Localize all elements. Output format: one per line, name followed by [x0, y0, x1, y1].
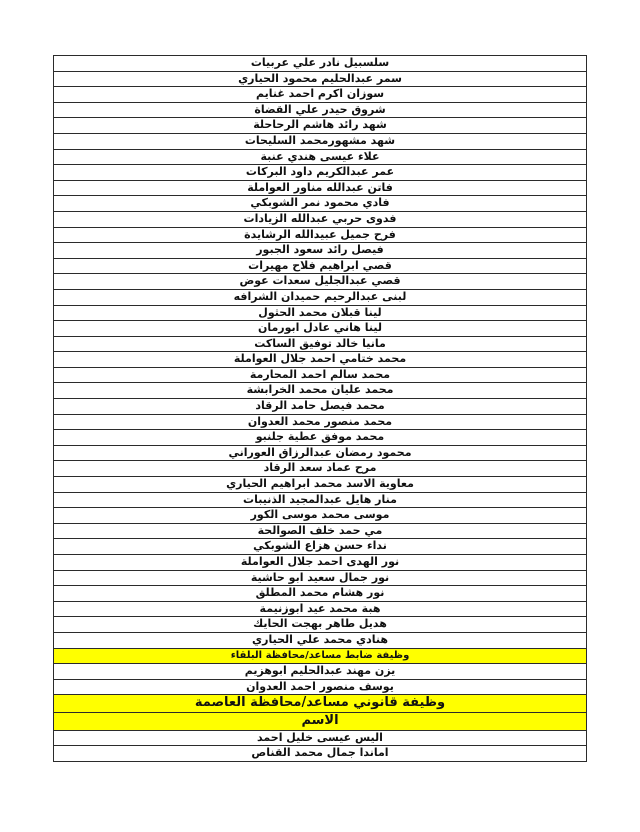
table-row — [54, 477, 587, 493]
table-row — [54, 352, 587, 368]
names-table — [53, 55, 587, 762]
name-cell: هديل طاهر بهجت الحايك — [54, 617, 587, 633]
name-cell: محمد موفق عطية جلنبو — [54, 430, 587, 446]
name-cell: هنادي محمد علي الحياري — [54, 632, 587, 648]
name-cell: فدوى حربي عبدالله الزيادات — [54, 211, 587, 227]
name-cell: شهد مشهورمحمد السليحات — [54, 133, 587, 149]
section-header-row — [54, 695, 587, 713]
table-row — [54, 133, 587, 149]
name-cell: اليس عيسى خليل احمد — [54, 730, 587, 746]
name-cell: نداء حسن هزاع الشوبكي — [54, 539, 587, 555]
table-row — [54, 679, 587, 695]
name-cell: سلسبيل نادر علي عربيات — [54, 56, 587, 72]
section-header-row — [54, 648, 587, 664]
name-cell: شروق حيدر علي القضاة — [54, 102, 587, 118]
table-row — [54, 71, 587, 87]
table-row — [54, 570, 587, 586]
name-cell: مرح عماد سعد الرقاد — [54, 461, 587, 477]
name-cell: فادي محمود نمر الشوبكي — [54, 196, 587, 212]
table-row — [54, 601, 587, 617]
name-cell: لبنى عبدالرحيم حميدان الشرافه — [54, 289, 587, 305]
name-cell: هبة محمد عيد ابوزنيمة — [54, 601, 587, 617]
name-cell: محمد ختامي احمد جلال العواملة — [54, 352, 587, 368]
name-cell: شهد رائد هاشم الرحاحلة — [54, 118, 587, 134]
table-row — [54, 730, 587, 746]
name-cell: محمد منصور محمد العدوان — [54, 414, 587, 430]
table-row — [54, 383, 587, 399]
table-row — [54, 227, 587, 243]
name-cell: موسى محمد موسى الكور — [54, 508, 587, 524]
table-row — [54, 305, 587, 321]
name-cell: علاء عيسى هندي عنبة — [54, 149, 587, 165]
table-row — [54, 321, 587, 337]
table-row — [54, 180, 587, 196]
name-cell: مانيا خالد توفيق الساكت — [54, 336, 587, 352]
table-row — [54, 243, 587, 259]
name-cell: محمود رمضان عبدالرزاق العوراني — [54, 445, 587, 461]
name-cell: نور جمال سعيد ابو حاشية — [54, 570, 587, 586]
name-cell: يوسف منصور احمد العدوان — [54, 679, 587, 695]
table-row — [54, 274, 587, 290]
name-cell: منار هايل عبدالمجيد الذنيبات — [54, 492, 587, 508]
table-row — [54, 523, 587, 539]
name-cell: محمد فيصل حامد الرقاد — [54, 399, 587, 415]
table-row — [54, 586, 587, 602]
table-row — [54, 87, 587, 103]
table-row — [54, 196, 587, 212]
name-cell: فاتن عبدالله مناور العواملة — [54, 180, 587, 196]
column-header-cell: الاسم — [54, 712, 587, 730]
name-cell: يزن مهند عبدالحليم ابوهزيم — [54, 664, 587, 680]
table-row — [54, 445, 587, 461]
table-row — [54, 149, 587, 165]
section-title-cell: وظيفة قانوني مساعد/محافظة العاصمة — [54, 695, 587, 713]
name-cell: فيصل رائد سعود الجبور — [54, 243, 587, 259]
name-cell: فرح جميل عبيدالله الرشايدة — [54, 227, 587, 243]
table-row — [54, 258, 587, 274]
table-row — [54, 539, 587, 555]
table-row — [54, 102, 587, 118]
name-cell: سوزان اكرم احمد غنايم — [54, 87, 587, 103]
name-cell: اماندا جمال محمد القناص — [54, 746, 587, 762]
name-cell: معاوية الاسد محمد ابراهيم الحياري — [54, 477, 587, 493]
table-row — [54, 414, 587, 430]
table-row — [54, 211, 587, 227]
name-cell: نور الهدى احمد جلال العواملة — [54, 555, 587, 571]
table-row — [54, 118, 587, 134]
name-cell: لينا قبلان محمد الحثول — [54, 305, 587, 321]
table-row — [54, 746, 587, 762]
table-row — [54, 367, 587, 383]
table-row — [54, 555, 587, 571]
table-row — [54, 399, 587, 415]
name-cell: قصي عبدالجليل سعدات عوض — [54, 274, 587, 290]
table-row — [54, 617, 587, 633]
name-cell: محمد عليان محمد الخرابشة — [54, 383, 587, 399]
table-row — [54, 430, 587, 446]
table-row — [54, 165, 587, 181]
name-cell: لينا هاني عادل ابورمان — [54, 321, 587, 337]
table-row — [54, 461, 587, 477]
name-cell: مي حمد خلف الصوالحة — [54, 523, 587, 539]
name-cell: عمر عبدالكريم داود البركات — [54, 165, 587, 181]
table-row — [54, 664, 587, 680]
table-row — [54, 508, 587, 524]
column-header-row — [54, 712, 587, 730]
name-cell: محمد سالم احمد المحارمة — [54, 367, 587, 383]
table-row — [54, 289, 587, 305]
table-row — [54, 56, 587, 72]
table-row — [54, 336, 587, 352]
table-row — [54, 632, 587, 648]
name-cell: نور هشام محمد المطلق — [54, 586, 587, 602]
table-row — [54, 492, 587, 508]
name-cell: سمر عبدالحليم محمود الحياري — [54, 71, 587, 87]
name-cell: قصي ابراهيم فلاح مهيرات — [54, 258, 587, 274]
section-title-cell: وظيفة ضابط مساعد/محافظة البلقاء — [54, 648, 587, 664]
